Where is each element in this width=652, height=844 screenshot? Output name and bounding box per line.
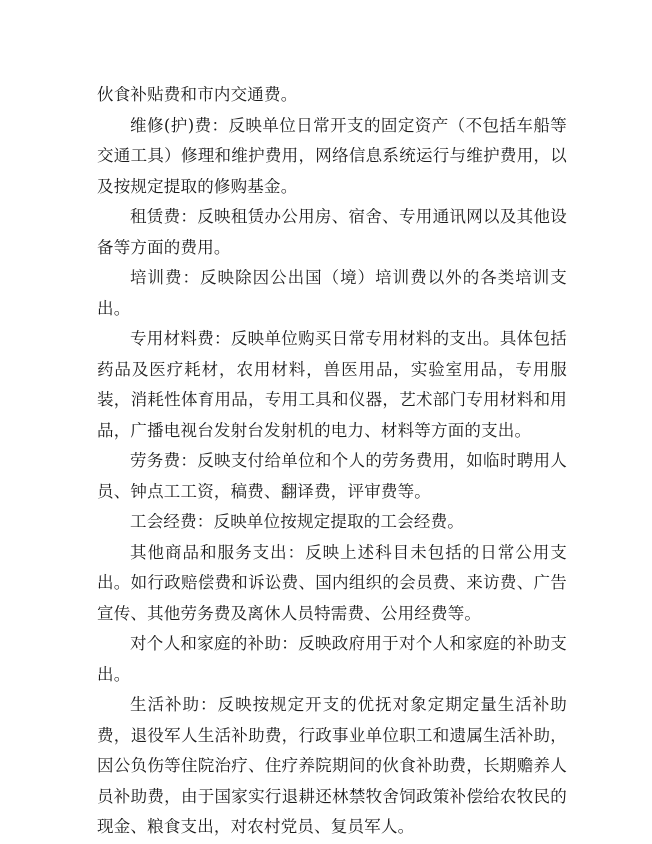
paragraph-rental-fee: 租赁费：反映租赁办公用房、宿舍、专用通讯网以及其他设备等方面的费用。 <box>97 207 567 257</box>
paragraph-maintenance-fee: 维修(护)费：反映单位日常开支的固定资产（不包括车船等交通工具）修理和维护费用，网络信息系统运行与维护费用，以及按规定提取的修购基金。 <box>97 115 567 196</box>
paragraph-training-fee: 培训费：反映除因公出国（境）培训费以外的各类培训支出。 <box>97 268 567 318</box>
paragraph-living-subsidy: 生活补助：反映按规定开支的优抚对象定期定量生活补助费，退役军人生活补助费，行政事业单位职工和遗属生活补助，因公负伤等住院治疗、住疗养院期间的伙食补助费，长期赡养人员补助费，由于国家实行退耕还林禁牧舍饲政策补偿给农牧民的现金、粮食支出，对农村党员、复员军人。 <box>97 695 567 836</box>
paragraph-personal-family-subsidy: 对个人和家庭的补助：反映政府用于对个人和家庭的补助支出。 <box>97 634 567 684</box>
document-body <box>97 80 567 843</box>
paragraph-other-goods-services: 其他商品和服务支出：反映上述科目未包括的日常公用支出。如行政赔偿费和诉讼费、国内组织的会员费、来访费、广告宣传、其他劳务费及离休人员特需费、公用经费等。 <box>97 542 567 623</box>
paragraph-union-fee: 工会经费：反映单位按规定提取的工会经费。 <box>130 512 464 531</box>
paragraph-meal-transport: 伙食补贴费和市内交通费。 <box>97 85 298 104</box>
paragraph-special-materials-fee: 专用材料费：反映单位购买日常专用材料的支出。具体包括药品及医疗耗材，农用材料，兽医用品，实验室用品，专用服装，消耗性体育用品，专用工具和仪器，艺术部门专用材料和用品，广播电视台发射台发射机的电力、材料等方面的支出。 <box>97 329 567 440</box>
paragraph-labor-fee: 劳务费：反映支付给单位和个人的劳务费用，如临时聘用人员、钟点工工资，稿费、翻译费，评审费等。 <box>97 451 567 501</box>
